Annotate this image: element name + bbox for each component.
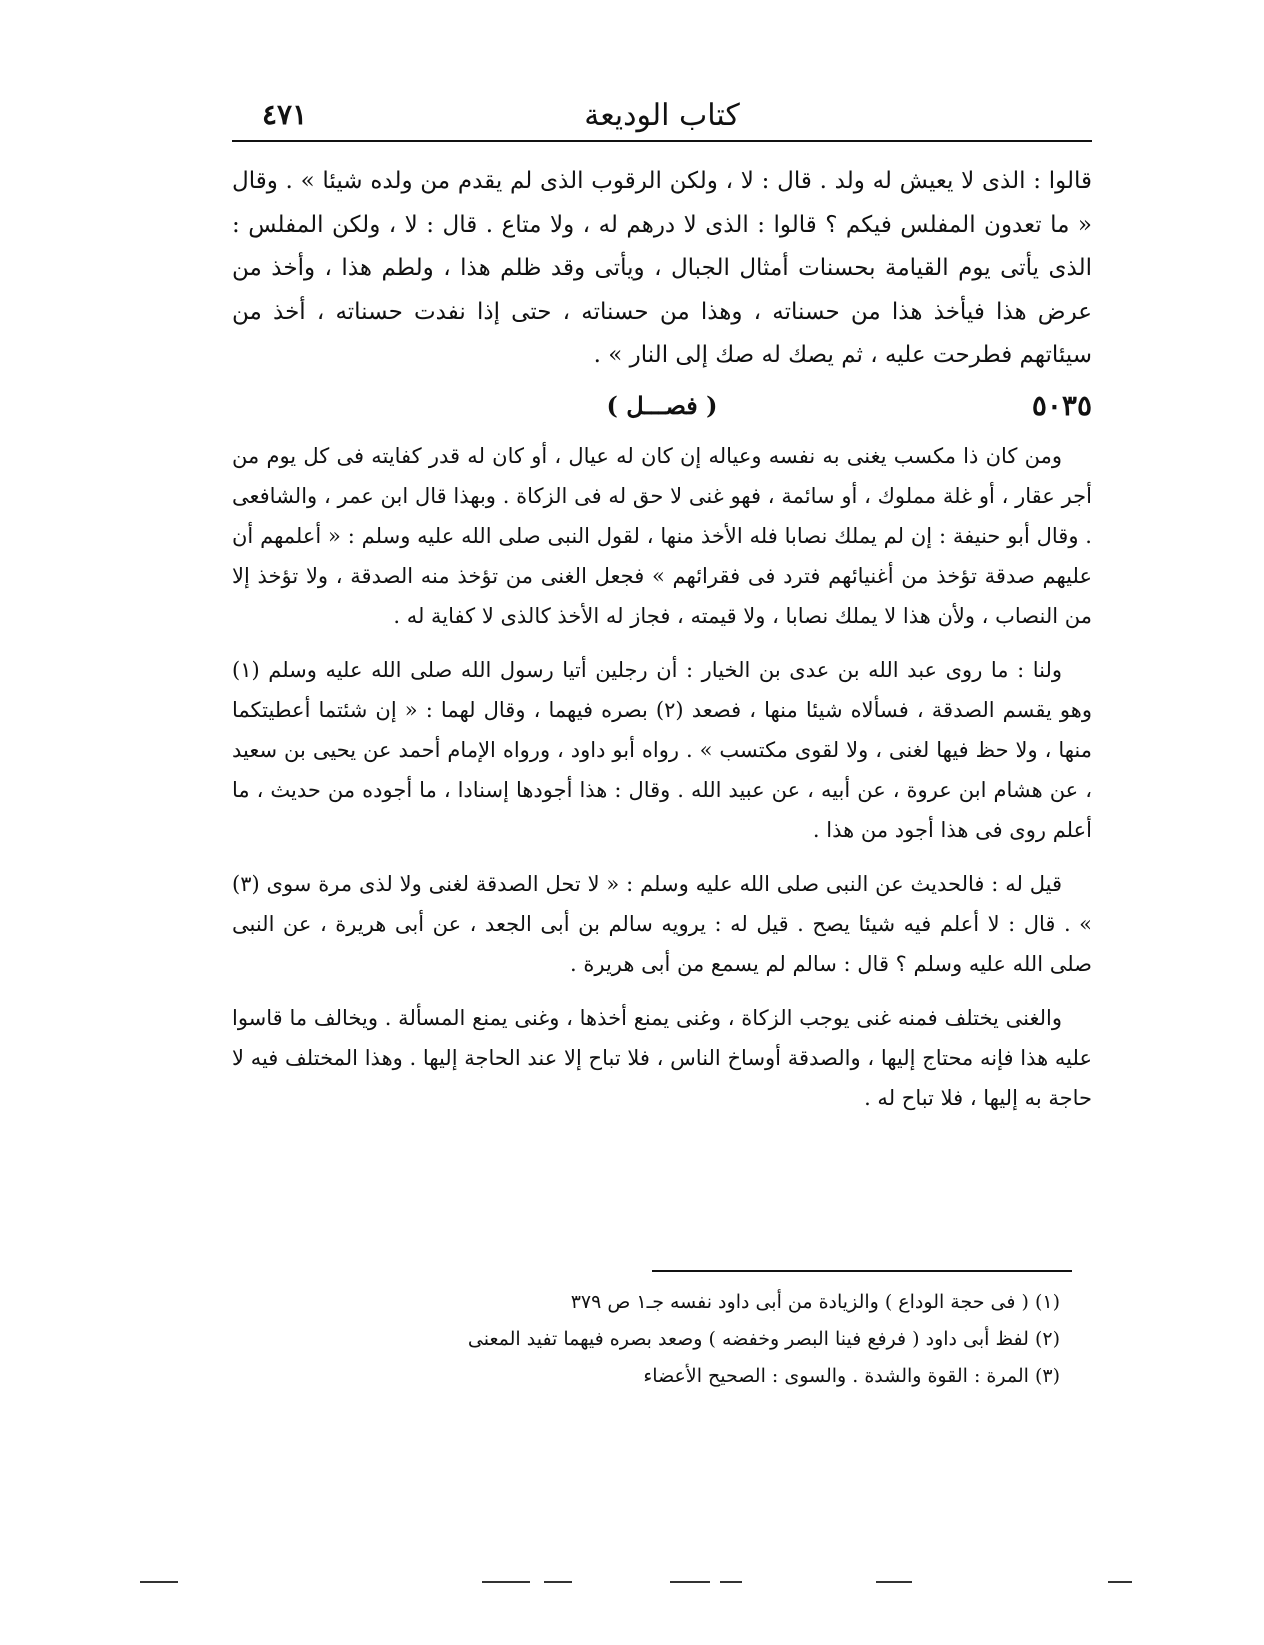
section-title: ( فصـــل )	[606, 390, 718, 420]
paragraph-3: قيل له : فالحديث عن النبى صلى الله عليه وسلم : « لا تحل الصدقة لغنى ولا لذى مرة سوى (٣) » . قال : لا أعلم فيه شيئا يصح . قيل له : يرويه سالم بن أبى الجعد ، عن أبى هريرة ، عن النبى صلى الله عليه وسلم ؟ قال : سالم لم يسمع من أبى هريرة .	[232, 871, 1092, 976]
footnote-2: (٢) لفظ أبى داود ( فرفع فينا البصر وخفضه ) وصعد بصره فيهما تفيد المعنى	[467, 1328, 1060, 1350]
scan-artifacts	[140, 1581, 1140, 1585]
footnote-1: (١) ( فى حجة الوداع ) والزيادة من أبى داود نفسه جـ١ ص ٣٧٩	[570, 1291, 1060, 1313]
paragraph-1: ومن كان ذا مكسب يغنى به نفسه وعياله إن كان له عيال ، أو كان له قدر كفايته فى كل يوم من أجر عقار ، أو غلة مملوك ، أو سائمة ، فهو غنى لا حق له فى الزكاة . وبهذا قال ابن عمر ، والشافعى . وقال أبو حنيفة : إن لم يملك نصابا فله الأخذ منها ، لقول النبى صلى الله عليه وسلم : « أعلمهم أن عليهم صدقة تؤخذ من أغنيائهم فترد فى فقرائهم » فجعل الغنى من تؤخذ منه الصدقة ، ولا تؤخذ إلا من النصاب ، ولأن هذا لا يملك نصابا ، ولا قيمته ، فجاز له الأخذ كالذى لا كفاية له .	[232, 443, 1092, 628]
page-header	[232, 92, 1092, 142]
footnotes	[400, 1284, 1060, 1395]
paragraph-4: والغنى يختلف فمنه غنى يوجب الزكاة ، وغنى يمنع أخذها ، وغنى يمنع المسألة . ويخالف ما قاسوا عليه هذا فإنه محتاج إليها ، والصدقة أوساخ الناس ، فلا تباح إلا عند الحاجة إليها . وهذا المختلف فيه لا حاجة به إليها ، فلا تباح له .	[232, 1005, 1092, 1110]
section-number: ٥٠٣٥	[1031, 388, 1092, 422]
section-heading	[232, 380, 1092, 436]
footnote-divider	[652, 1270, 1072, 1272]
footnote-3: (٣) المرة : القوة والشدة . والسوى : الصحيح الأعضاء	[643, 1365, 1060, 1387]
paragraph-2: ولنا : ما روى عبد الله بن عدى بن الخيار : أن رجلين أتيا رسول الله صلى الله عليه وسلم (١) وهو يقسم الصدقة ، فسألاه شيئا منها ، فصعد (٢) بصره فيهما ، وقال لهما : « إن شئتما أعطيتكما منها ، ولا حظ فيها لغنى ، ولا لقوى مكتسب » . رواه أبو داود ، ورواه الإمام أحمد عن يحيى بن سعيد ، عن هشام ابن عروة ، عن أبيه ، عن عبيد الله . وقال : هذا أجودها إسنادا ، ما أجوده من حديث ، ما أعلم روى فى هذا أجود من هذا .	[232, 657, 1093, 842]
hadith-continuation: قالوا : الذى لا يعيش له ولد . قال : لا ، ولكن الرقوب الذى لم يقدم من ولده شيئا » . وقال « ما تعدون المفلس فيكم ؟ قالوا : الذى لا درهم له ، ولا متاع . قال : لا ، ولكن المفلس : الذى يأتى يوم القيامة بحسنات أمثال الجبال ، ويأتى وقد ظلم هذا ، ولطم هذا ، وأخذ من عرض هذا فيأخذ هذا من حسناته ، وهذا من حسناته ، حتى إذا نفدت حسناته ، أخذ من سيئاتهم فطرحت عليه ، ثم يصك له صك إلى النار » .	[232, 168, 1092, 368]
page-body	[232, 160, 1092, 1118]
page-number: ٤٧١	[262, 98, 308, 131]
running-title: كتاب الوديعة	[584, 98, 740, 133]
